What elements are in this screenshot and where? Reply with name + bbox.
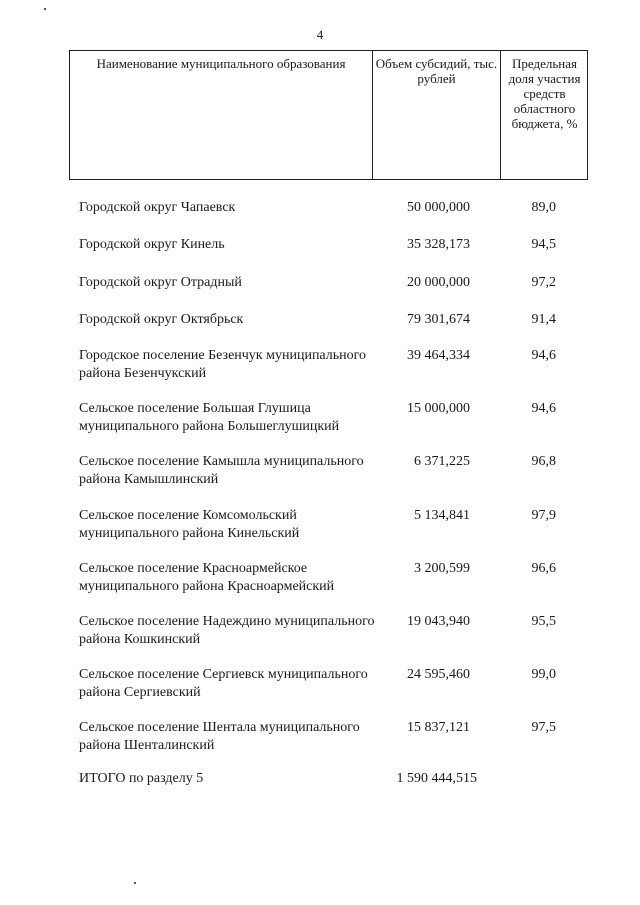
row-name: Городской округ Октябрьск (79, 312, 244, 327)
row-volume: 24 595,460 (407, 667, 470, 682)
row-volume: 15 837,121 (407, 720, 470, 735)
row-name: Городской округ Отрадный (79, 275, 242, 290)
scan-speck (134, 882, 136, 884)
table-header (69, 50, 588, 180)
row-share: 95,5 (531, 614, 556, 629)
row-volume: 6 371,225 (414, 454, 470, 469)
row-share: 94,5 (531, 237, 556, 252)
total-volume: 1 590 444,515 (396, 771, 477, 786)
row-volume: 19 043,940 (407, 614, 470, 629)
header-name-column: Наименование муниципального образования (70, 51, 373, 179)
row-volume: 3 200,599 (414, 561, 470, 576)
row-name: Сельское поселение Большая Глушица муниципального района Большеглушицкий (79, 401, 340, 434)
row-name: Сельское поселение Камышла муниципального района Камышлинский (79, 454, 364, 487)
row-share: 97,5 (531, 720, 556, 735)
row-name: Сельское поселение Красноармейское муниципального района Красноармейский (79, 561, 335, 594)
row-share: 97,2 (531, 275, 556, 290)
row-name: Городское поселение Безенчук муниципального района Безенчукский (79, 348, 367, 381)
row-share: 99,0 (531, 667, 556, 682)
header-share-column: Предельная доля участия средств областного бюджета, % (508, 56, 581, 131)
page-number: 4 (316, 27, 324, 42)
row-name: Сельское поселение Надеждино муниципального района Кошкинский (79, 614, 375, 647)
row-volume: 39 464,334 (407, 348, 470, 363)
row-name: Сельское поселение Шентала муниципального района Шенталинский (79, 720, 360, 753)
row-name: Городской округ Чапаевск (79, 200, 236, 215)
row-volume: 15 000,000 (407, 401, 470, 416)
row-name: Городской округ Кинель (79, 237, 225, 252)
row-name: Сельское поселение Сергиевск муниципального района Сергиевский (79, 667, 368, 700)
scan-speck (44, 8, 46, 10)
row-volume: 20 000,000 (407, 275, 470, 290)
row-volume: 50 000,000 (407, 200, 470, 215)
total-label: ИТОГО по разделу 5 (79, 771, 204, 786)
row-volume: 5 134,841 (414, 508, 470, 523)
row-share: 91,4 (531, 312, 556, 327)
row-share: 94,6 (531, 401, 556, 416)
row-name: Сельское поселение Комсомольский муниципального района Кинельский (79, 508, 300, 541)
row-volume: 35 328,173 (407, 237, 470, 252)
header-volume-column: Объем субсидий, тыс. рублей (373, 51, 501, 179)
row-share: 97,9 (531, 508, 556, 523)
row-share: 94,6 (531, 348, 556, 363)
row-share: 96,8 (531, 454, 556, 469)
row-share: 96,6 (531, 561, 556, 576)
row-volume: 79 301,674 (407, 312, 470, 327)
row-share: 89,0 (531, 200, 556, 215)
